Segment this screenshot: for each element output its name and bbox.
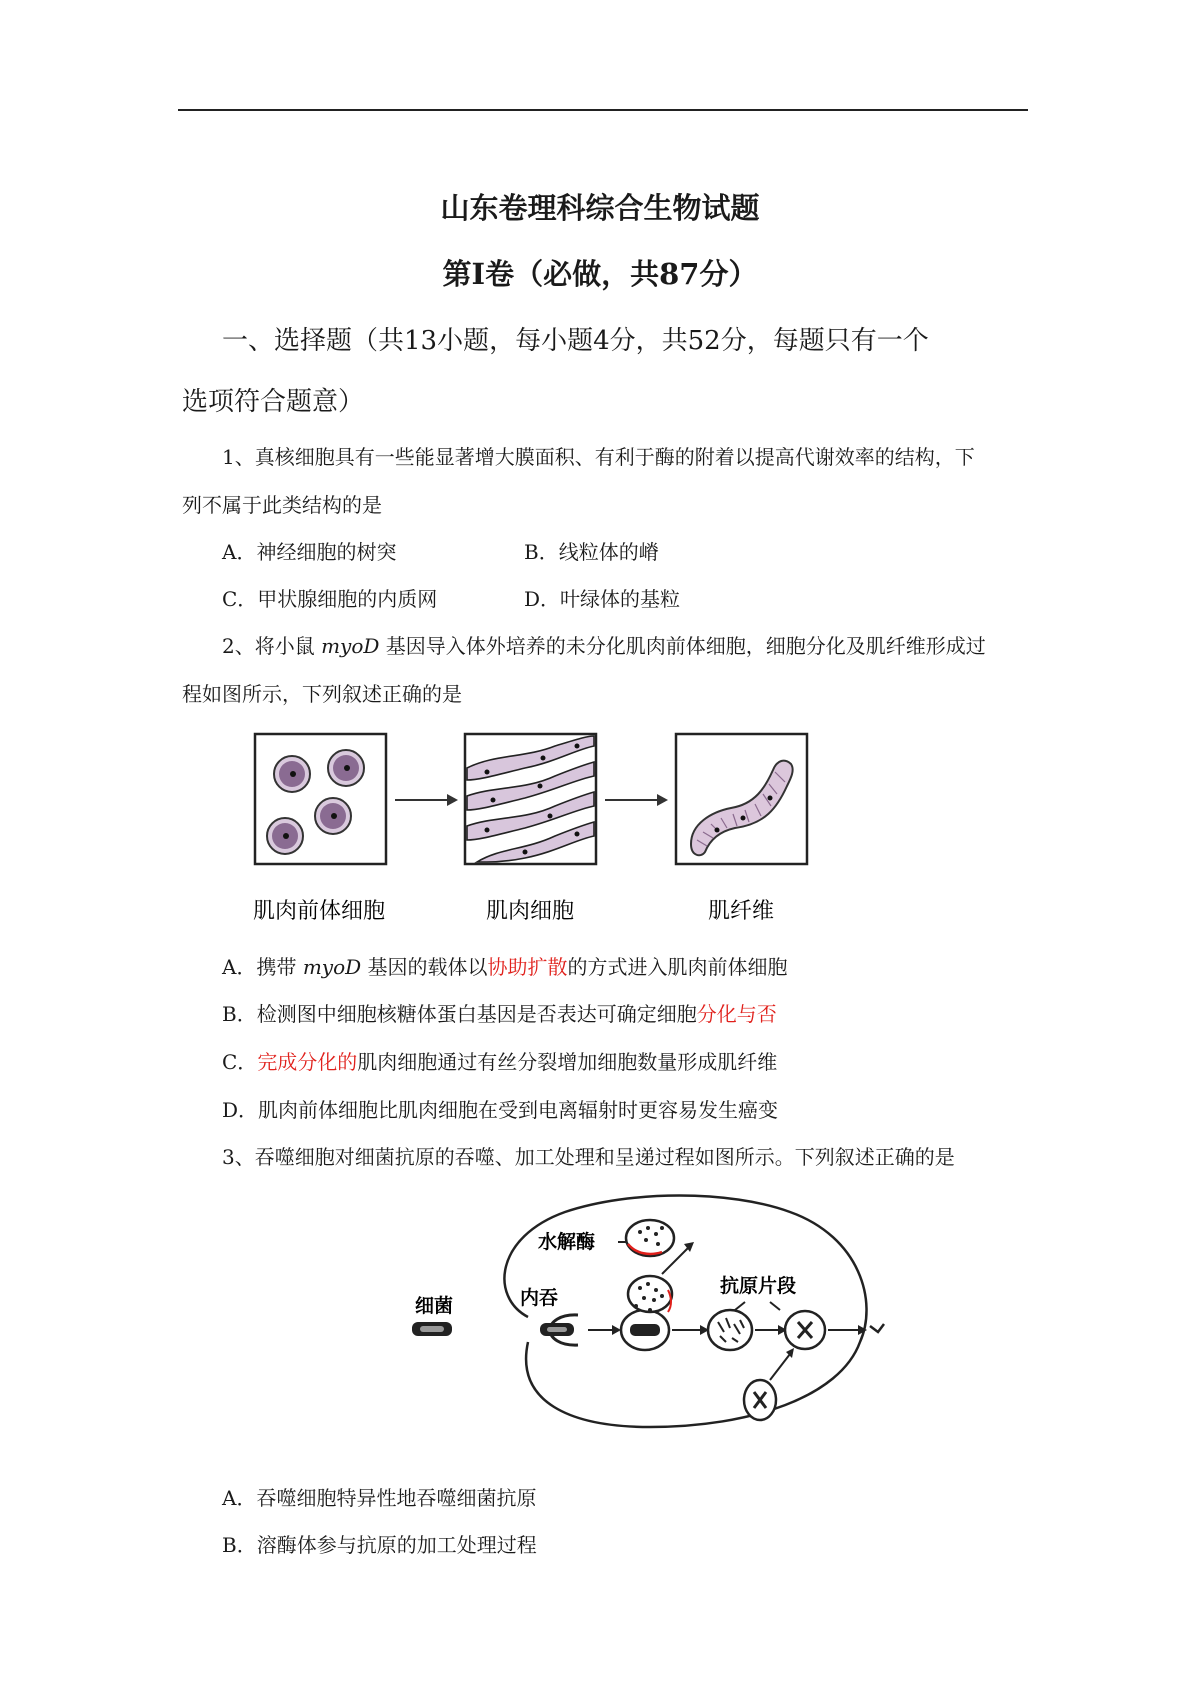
q2-stem-line2: 程如图所示，下列叙述正确的是 — [182, 682, 462, 706]
section-heading-line1: 一、选择题（共13小题，每小题4分，共52分，每题只有一个 — [222, 326, 929, 356]
page-title: 山东卷理科综合生物试题 — [440, 191, 760, 225]
q1-option-b: B．线粒体的嵴 — [524, 540, 659, 564]
header-rule — [178, 109, 1028, 111]
q1-stem-line1: 1、真核细胞具有一些能显著增大膜面积、有利于酶的附着以提高代谢效率的结构，下 — [222, 445, 975, 469]
q1-option-a: A．神经细胞的树突 — [222, 540, 397, 564]
label-hydrolase: 水解酶 — [538, 1231, 596, 1253]
label-muscle-cells: 肌肉细胞 — [485, 899, 575, 924]
q3-option-a: A．吞噬细胞特异性地吞噬细菌抗原 — [222, 1486, 537, 1510]
lysosome — [626, 1220, 674, 1256]
q2-stem-line1: 2、将小鼠 myoD 基因导入体外培养的未分化肌肉前体细胞，细胞分化及肌纤维形成过 — [222, 634, 986, 658]
precursor-cell — [315, 798, 351, 834]
q2-option-b: B．检测图中细胞核糖体蛋白基因是否表达可确定细胞分化与否 — [222, 1002, 777, 1026]
q1-option-c: C．甲状腺细胞的内质网 — [222, 587, 438, 611]
label-bacteria: 细菌 — [415, 1295, 454, 1317]
arrow-icon — [612, 1325, 621, 1335]
mhc-molecule-vesicle — [744, 1380, 776, 1420]
q2-option-c: C．完成分化的肌肉细胞通过有丝分裂增加细胞数量形成肌纤维 — [222, 1050, 778, 1074]
precursor-cell — [267, 818, 303, 854]
q3-option-b: B．溶酶体参与抗原的加工处理过程 — [222, 1533, 537, 1557]
label-precursor-cells: 肌肉前体细胞 — [252, 899, 386, 924]
q2-option-d: D．肌肉前体细胞比肌肉细胞在受到电离辐射时更容易发生癌变 — [222, 1098, 779, 1122]
q1-option-d: D．叶绿体的基粒 — [524, 587, 681, 611]
section-heading-line2: 选项符合题意） — [182, 387, 365, 417]
antigen-processing-figure — [400, 1182, 920, 1460]
antigen-fragment-vesicle — [708, 1310, 752, 1350]
label-antigen-fragment: 抗原片段 — [720, 1275, 797, 1297]
muscle-differentiation-figure — [225, 728, 825, 933]
label-endocytosis: 内吞 — [520, 1287, 559, 1309]
mhc-vesicle — [785, 1311, 825, 1349]
page-subtitle: 第I卷（必做，共87分） — [442, 257, 758, 291]
surface-antigen-icon — [870, 1324, 884, 1332]
label-muscle-fiber: 肌纤维 — [707, 899, 775, 924]
phagolysosome — [621, 1276, 672, 1350]
precursor-cell — [274, 756, 310, 792]
arrow-icon — [657, 794, 668, 806]
precursor-cell — [328, 750, 364, 786]
arrow-icon — [447, 794, 458, 806]
q1-stem-line2: 列不属于此类结构的是 — [182, 493, 382, 517]
q2-option-a: A．携带 myoD 基因的载体以协助扩散的方式进入肌肉前体细胞 — [222, 955, 788, 979]
q3-stem-line1: 3、吞噬细胞对细菌抗原的吞噬、加工处理和呈递过程如图所示。下列叙述正确的是 — [222, 1145, 955, 1169]
